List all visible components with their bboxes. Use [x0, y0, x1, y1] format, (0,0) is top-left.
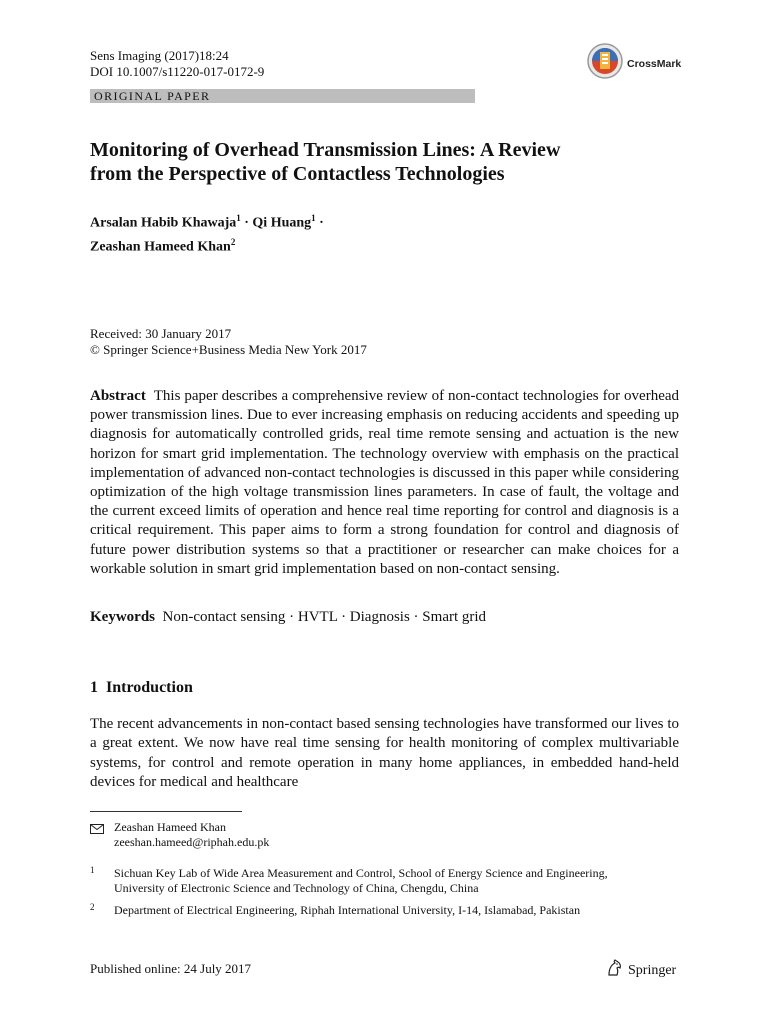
author-line-2 — [90, 233, 690, 257]
affiliation-marker: 1 — [311, 213, 316, 223]
journal-info — [90, 48, 264, 80]
affiliation-text: Sichuan Key Lab of Wide Area Measurement and Control, School of Energy Science and Engineering, University of Electronic Science and Technology of China, Chengdu, China — [114, 866, 608, 895]
affiliation-marker: 2 — [230, 236, 236, 247]
crossmark-icon — [586, 42, 624, 85]
author-list — [90, 209, 690, 256]
keywords-section — [90, 608, 679, 627]
corresponding-name: Zeashan Hameed Khan — [114, 820, 226, 834]
doi-link[interactable]: DOI 10.1007/s11220-017-0172-9 — [90, 64, 265, 79]
author-separator: · — [315, 215, 324, 231]
footnote-divider — [90, 811, 242, 812]
author-name[interactable]: Arsalan Habib Khawaja — [90, 215, 237, 231]
publisher-name: Springer — [628, 962, 677, 978]
published-online-date: Published online: 24 July 2017 — [90, 961, 252, 976]
author-separator: · — [240, 215, 253, 231]
affiliation-number: 2 — [90, 902, 95, 912]
paper-type-banner: ORIGINAL PAPER — [90, 89, 475, 103]
abstract-text: This paper describes a comprehensive review of non-contact technologies for overhead power transmission lines. Due to ever increasing emphasis on reducing accidents and speeding up diagnosis for automatically controlled grids, real time remote sensing and actuation is the new horizon for smart grid implementation. The technology overview with emphasis on the practical implementation of advanced non-contact technologies is discussed in this paper while considering optimization of the high voltage transmission lines parameters. In case of fault, the voltage and the current exceed limits of operation and hence real time reporting for control and diagnosis is a critical requirement. This paper aims to form a strong foundation for control and diagnosis of future power distribution systems so that a practitioner or researcher can make choices for a workable solution in smart grid implementation based on non-contact sensing. — [90, 388, 680, 577]
title-line-2: from the Perspective of Contactless Technologies — [90, 163, 505, 185]
envelope-icon — [90, 823, 104, 838]
abstract-section — [90, 387, 679, 579]
crossmark-badge[interactable] — [586, 42, 681, 85]
received-date: Received: 30 January 2017 — [90, 326, 232, 341]
journal-citation: Sens Imaging (2017)18:24 — [90, 48, 229, 63]
author-name[interactable]: Qi Huang — [252, 215, 312, 231]
crossmark-label: CrossMark — [627, 57, 682, 70]
affiliation-text: Department of Electrical Engineering, Riphah International University, I-14, Islamabad, Pakistan — [114, 903, 581, 917]
corresponding-email[interactable]: zeeshan.hameed@riphah.edu.pk — [114, 835, 270, 849]
paper-title — [90, 138, 690, 186]
publication-dates — [90, 326, 367, 358]
springer-horse-icon — [606, 959, 624, 982]
abstract-heading: Abstract — [90, 388, 146, 404]
affiliation-number: 1 — [90, 865, 95, 875]
copyright-notice: © Springer Science+Business Media New York 2017 — [90, 342, 367, 357]
author-line-1 — [90, 209, 690, 233]
publisher-logo[interactable] — [606, 959, 676, 982]
introduction-text: The recent advancements in non-contact based sensing technologies have transformed our lives to a great extent. We now have real time sensing for health monitoring of complex multivariable systems, for control and remote operation in many home appliances, in embedded hand-held devices for medical and healthcare — [90, 716, 679, 790]
corresponding-details — [114, 820, 269, 850]
title-line-1: Monitoring of Overhead Transmission Lines: A Review — [90, 139, 561, 161]
author-name[interactable]: Zeashan Hameed Khan — [90, 239, 231, 255]
corresponding-author — [90, 820, 270, 849]
affiliation-marker: 1 — [236, 213, 241, 223]
affiliation-2 — [90, 903, 650, 918]
keywords-heading: Keywords — [90, 609, 155, 625]
affiliation-1 — [90, 866, 650, 896]
keywords-text: Non-contact sensing · HVTL · Diagnosis · Smart grid — [162, 609, 487, 625]
section-heading-introduction: 1 Introduction — [90, 679, 193, 696]
